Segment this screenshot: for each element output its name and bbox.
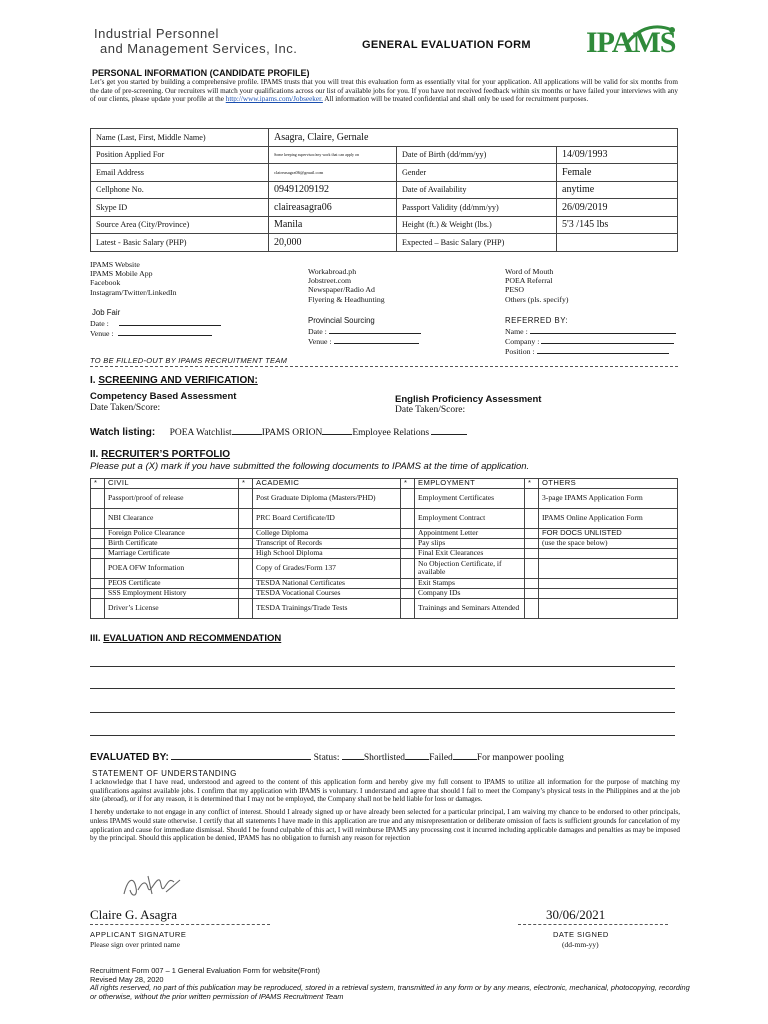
doc-peos: PEOS Certificate	[105, 578, 239, 588]
doc-3page-form: 3-page IPAMS Application Form	[539, 488, 678, 508]
evaluated-by-row	[90, 751, 564, 763]
evaluation-heading	[90, 633, 281, 644]
checkbox-cell[interactable]	[525, 528, 539, 538]
ipams-orion-label: IPAMS ORION	[261, 428, 323, 438]
provincial-date-input[interactable]	[329, 326, 421, 334]
doc-marriage-certificate: Marriage Certificate	[105, 548, 239, 558]
failed-label: Failed	[429, 753, 453, 763]
provincial-venue	[308, 336, 419, 346]
latest-salary-label: Latest - Basic Salary (PHP)	[91, 234, 269, 252]
job-fair-date	[90, 318, 221, 328]
pooling-input[interactable]	[453, 751, 477, 760]
evaluation-line[interactable]	[90, 735, 675, 736]
email-label: Email Address	[91, 164, 269, 182]
portfolio-heading	[90, 449, 230, 460]
doc-nbi: NBI Clearance	[105, 508, 239, 528]
evaluation-line[interactable]	[90, 666, 675, 667]
doc-online-form: IPAMS Online Application Form	[539, 508, 678, 528]
job-fair-date-input[interactable]	[119, 318, 221, 326]
passport-field[interactable]: 26/09/2019	[557, 199, 678, 217]
availability-label: Date of Availability	[397, 181, 557, 199]
checkbox-cell[interactable]	[91, 508, 105, 528]
personal-info-table	[90, 128, 678, 252]
doc-no-objection: No Objection Certificate, if available	[415, 558, 525, 578]
ipams-logo	[586, 26, 676, 60]
dob-label: Date of Birth (dd/mm/yy)	[397, 146, 557, 164]
source-option[interactable]: Others (pls. specify)	[505, 294, 569, 304]
checkbox-cell[interactable]	[239, 538, 253, 548]
footer-revised: Revised May 28, 2020	[90, 974, 164, 984]
checkbox-cell[interactable]	[525, 558, 539, 578]
height-weight-label: Height (ft.) & Weight (lbs.)	[397, 216, 557, 234]
checkbox-cell[interactable]	[525, 588, 539, 598]
availability-field[interactable]: anytime	[557, 181, 678, 199]
table-row	[91, 558, 678, 578]
checkbox-cell[interactable]	[239, 508, 253, 528]
height-weight-field[interactable]: 5'3 /145 lbs	[557, 216, 678, 234]
ipams-orion-input[interactable]	[322, 427, 352, 435]
evaluation-title: EVALUATION AND RECOMMENDATION	[103, 633, 282, 644]
checkbox-cell[interactable]	[239, 598, 253, 618]
date-signed: 30/06/2021	[546, 907, 606, 922]
civil-header: CIVIL	[105, 479, 239, 489]
checkbox-cell[interactable]	[401, 598, 415, 618]
referrer-company	[505, 336, 674, 346]
mark-header: *	[239, 479, 253, 489]
position-field[interactable]: Some keeping supervisor/any work that can apply on	[269, 146, 397, 164]
referred-by-label: REFERRED BY:	[505, 316, 569, 325]
checkbox-cell[interactable]	[91, 548, 105, 558]
doc-appointment-letter: Appointment Letter	[415, 528, 525, 538]
table-row	[91, 538, 678, 548]
mark-header: *	[401, 479, 415, 489]
gender-field[interactable]: Female	[557, 164, 678, 182]
doc-tesda-vocational: TESDA Vocational Courses	[253, 588, 401, 598]
evaluation-prefix: III.	[90, 633, 101, 644]
personal-info-heading: PERSONAL INFORMATION (CANDIDATE PROFILE)	[92, 68, 310, 78]
referrer-position-input[interactable]	[537, 346, 669, 354]
date-signed-label: DATE SIGNED	[553, 930, 609, 939]
doc-copy-of-grades: Copy of Grades/Form 137	[253, 558, 401, 578]
intro-text-end: All information will be treated confidential and shall only be used for recruitment purposes.	[324, 95, 589, 104]
doc-employment-certificates: Employment Certificates	[415, 488, 525, 508]
footer-copyright: All rights reserved, no part of this publication may be reproduced, stored in a retrieval system, transmitted in any form or by any means, electronic, mechanical, photocopying, recording or otherwise, without the prior written permission of IPAMS Recruitment Team	[90, 983, 690, 1001]
passport-label: Passport Validity (dd/mm/yy)	[397, 199, 557, 217]
screening-title: SCREENING AND VERIFICATION:	[98, 375, 258, 386]
referrer-company-input[interactable]	[541, 336, 674, 344]
position-label: Position Applied For	[91, 146, 269, 164]
source-area-label: Source Area (City/Province)	[91, 216, 269, 234]
checkbox-cell[interactable]	[525, 548, 539, 558]
intro-text: Let’s get you started by building a comprehensive profile. IPAMS trusts that you will treat this evaluation form as essentially vital for your application. All applications will be valid for six months from the date of pre-screening. Our recruiters will match your qualifications across our list of available jobs for you. If you have not received feedback within six months or have failed your interviews with any of our clients, please update your profile at the	[90, 78, 678, 104]
provincial-date	[308, 326, 421, 336]
date-format-hint: (dd-mm-yy)	[562, 940, 599, 949]
evaluation-line[interactable]	[90, 688, 675, 689]
skype-label: Skype ID	[91, 199, 269, 217]
form-title: GENERAL EVALUATION FORM	[362, 39, 531, 51]
checkbox-cell[interactable]	[401, 528, 415, 538]
checkbox-cell[interactable]	[401, 548, 415, 558]
divider	[90, 366, 678, 367]
doc-exit-stamps: Exit Stamps	[415, 578, 525, 588]
provincial-venue-input[interactable]	[334, 336, 419, 344]
signature-icon	[118, 868, 188, 902]
doc-trainings-seminars: Trainings and Seminars Attended	[415, 598, 525, 618]
table-row	[91, 588, 678, 598]
doc-tesda-trainings: TESDA Trainings/Trade Tests	[253, 598, 401, 618]
job-fair-venue	[90, 328, 212, 338]
poea-watchlist-input[interactable]	[232, 427, 262, 435]
doc-unlisted-slot[interactable]	[539, 588, 678, 598]
cellphone-field[interactable]: 09491209192	[269, 181, 397, 199]
statement-paragraph-1: I acknowledge that I have read, understood and agreed to the content of this application form and hereby give my full consent to IPAMS to utilize all information for the purpose of matching my qualifications against available jobs. I confirm that my application with IPAMS is voluntary. I understand and agree that should I fail to meet the Company’s physical tests in the Philippines and at the job site (abroad), or if for any reason, it is determined that I may not be employed, the Company shall not be held liable for loss or damages.	[90, 778, 680, 804]
english-date-score[interactable]: Date Taken/Score:	[395, 405, 466, 415]
checkbox-cell[interactable]	[91, 538, 105, 548]
poea-watchlist-label: POEA Watchlist	[169, 428, 232, 438]
watch-listing-label: Watch listing:	[90, 427, 156, 438]
checkbox-cell[interactable]	[239, 488, 253, 508]
expected-salary-label: Expected – Basic Salary (PHP)	[397, 234, 557, 252]
provincial-venue-label: Venue :	[308, 337, 332, 346]
screening-heading	[90, 375, 258, 386]
watch-listing-row	[90, 427, 467, 438]
company-line-1: Industrial Personnel	[94, 26, 219, 41]
docs-unlisted-label: FOR DOCS UNLISTED	[539, 528, 678, 538]
name-field[interactable]: Asagra, Claire, Gernale	[269, 129, 678, 147]
doc-prc: PRC Board Certificate/ID	[253, 508, 401, 528]
checkbox-cell[interactable]	[525, 598, 539, 618]
referrer-name	[505, 326, 676, 336]
pooling-label: For manpower pooling	[476, 753, 564, 763]
source-option[interactable]: PESO	[505, 285, 525, 295]
doc-high-school: High School Diploma	[253, 548, 401, 558]
doc-drivers-license: Driver’s License	[105, 598, 239, 618]
checkbox-cell[interactable]	[239, 558, 253, 578]
doc-employment-contract: Employment Contract	[415, 508, 525, 528]
evaluation-line[interactable]	[90, 712, 675, 713]
provincial-sourcing-label[interactable]: Provincial Sourcing	[308, 316, 375, 325]
logo-text: IPAMS	[586, 26, 676, 59]
checkbox-cell[interactable]	[525, 488, 539, 508]
date-line[interactable]	[518, 924, 668, 925]
job-fair-venue-input[interactable]	[118, 328, 212, 336]
source-option[interactable]: Jobstreet.com	[308, 276, 352, 286]
doc-unlisted-slot[interactable]	[539, 548, 678, 558]
shortlisted-label: Shortlisted	[363, 753, 406, 763]
employee-relations-label: Employee Relations	[352, 428, 430, 438]
source-option[interactable]: POEA Referral	[505, 276, 553, 286]
table-row	[91, 528, 678, 538]
dob-field[interactable]: 14/09/1993	[557, 146, 678, 164]
competency-date-score[interactable]: Date Taken/Score:	[90, 403, 161, 413]
applicant-name: Claire G. Asagra	[90, 907, 178, 922]
intro-paragraph	[90, 78, 678, 104]
latest-salary-field[interactable]: 20,000	[269, 234, 397, 252]
referrer-position-label: Position :	[505, 347, 535, 356]
checkbox-cell[interactable]	[239, 578, 253, 588]
source-area-field[interactable]: Manila	[269, 216, 397, 234]
doc-birth-certificate: Birth Certificate	[105, 538, 239, 548]
table-row	[91, 598, 678, 618]
source-option[interactable]: IPAMS Mobile App	[90, 269, 153, 279]
portfolio-prefix: II.	[90, 449, 99, 460]
doc-foreign-police: Foreign Police Clearance	[105, 528, 239, 538]
email-field[interactable]: claireasagra06@gmail.com	[269, 164, 397, 182]
source-option[interactable]: Word of Mouth	[505, 267, 554, 276]
documents-table	[90, 478, 678, 619]
statement-heading: STATEMENT OF UNDERSTANDING	[92, 769, 237, 778]
source-option[interactable]: IPAMS Website	[90, 260, 140, 269]
referrer-position	[505, 346, 669, 356]
statement-paragraph-2: I hereby undertake to not engage in any conflict of interest. Should I already signed up or have already been selected for a particular principal, I am waiving my chance to be endorsed to other principals, unless IPAMS would state otherwise. I certify that all statements I have made in this application are true and any misrepresentation or deliberate omission of facts is sufficient grounds for cancelation of my application and cause for immediate dismissal. Should I be found culpable of this act, I will reimburse IPAMS any processing cost it incurred including applicable damages and penalties as may be imposed by the principal. Should this application be denied, IPAMS has no obligation to furnish any reason for rejection	[90, 808, 680, 843]
shortlisted-input[interactable]	[342, 751, 364, 760]
source-list-2	[308, 267, 385, 304]
checkbox-cell[interactable]	[91, 598, 105, 618]
others-header: OTHERS	[539, 479, 678, 489]
checkbox-cell[interactable]	[525, 508, 539, 528]
doc-pay-slips: Pay slips	[415, 538, 525, 548]
screening-prefix: I.	[90, 375, 96, 386]
checkbox-cell[interactable]	[91, 528, 105, 538]
checkbox-cell[interactable]	[91, 578, 105, 588]
signature-line[interactable]	[90, 924, 270, 925]
source-option[interactable]: Flyering & Headhunting	[308, 294, 385, 304]
name-label: Name (Last, First, Middle Name)	[91, 129, 269, 147]
source-option[interactable]: Newspaper/Radio Ad	[308, 285, 375, 295]
evaluated-by-input[interactable]	[171, 751, 311, 760]
provincial-date-label: Date :	[308, 327, 327, 336]
doc-passport: Passport/proof of release	[105, 488, 239, 508]
doc-company-ids: Company IDs	[415, 588, 525, 598]
checkbox-cell[interactable]	[401, 558, 415, 578]
employment-header: EMPLOYMENT	[415, 479, 525, 489]
doc-college-diploma: College Diploma	[253, 528, 401, 538]
checkbox-cell[interactable]	[91, 588, 105, 598]
checkbox-cell[interactable]	[525, 538, 539, 548]
doc-poea-ofw: POEA OFW Information	[105, 558, 239, 578]
recruitment-team-note: TO BE FILLED-OUT BY IPAMS RECRUITMENT TEAM	[90, 356, 288, 365]
job-fair-date-label: Date :	[90, 319, 109, 328]
checkbox-cell[interactable]	[91, 488, 105, 508]
expected-salary-field[interactable]	[557, 234, 678, 252]
referrer-name-label: Name :	[505, 327, 528, 336]
table-row	[91, 508, 678, 528]
doc-post-graduate: Post Graduate Diploma (Masters/PHD)	[253, 488, 401, 508]
checkbox-cell[interactable]	[401, 488, 415, 508]
referrer-name-input[interactable]	[530, 326, 676, 334]
source-option[interactable]: Workabroad.ph	[308, 267, 357, 276]
applicant-signature-label: APPLICANT SIGNATURE	[90, 930, 187, 939]
skype-field[interactable]: claireasagra06	[269, 199, 397, 217]
doc-transcript: Transcript of Records	[253, 538, 401, 548]
table-row	[91, 548, 678, 558]
doc-unlisted-slot[interactable]	[539, 558, 678, 578]
cellphone-label: Cellphone No.	[91, 181, 269, 199]
jobseeker-link[interactable]: http://www.ipams.com/Jobseeker.	[225, 95, 323, 104]
checkbox-cell[interactable]	[239, 528, 253, 538]
checkbox-cell[interactable]	[239, 548, 253, 558]
table-row	[91, 488, 678, 508]
doc-unlisted-slot[interactable]	[539, 598, 678, 618]
failed-input[interactable]	[405, 751, 429, 760]
doc-exit-clearances: Final Exit Clearances	[415, 548, 525, 558]
source-option[interactable]: Instagram/Twitter/LinkedIn	[90, 287, 177, 297]
table-row	[91, 578, 678, 588]
checkbox-cell[interactable]	[401, 508, 415, 528]
source-list-3	[505, 267, 568, 304]
job-fair-label[interactable]: Job Fair	[92, 308, 121, 317]
competency-assessment: Competency Based Assessment	[90, 391, 237, 402]
source-list-1	[90, 260, 177, 297]
gender-label: Gender	[397, 164, 557, 182]
docs-unlisted-hint: (use the space below)	[539, 538, 678, 548]
academic-header: ACADEMIC	[253, 479, 401, 489]
portfolio-title: RECRUITER’S PORTFOLIO	[101, 449, 231, 460]
portfolio-instruction: Please put a (X) mark if you have submitted the following documents to IPAMS at the time of application.	[90, 461, 530, 472]
sign-hint: Please sign over printed name	[90, 940, 180, 949]
english-assessment: English Proficiency Assessment	[395, 394, 542, 405]
evaluated-by-label: EVALUATED BY:	[90, 752, 169, 763]
referrer-company-label: Company :	[505, 337, 540, 346]
checkbox-cell[interactable]	[525, 578, 539, 588]
doc-unlisted-slot[interactable]	[539, 578, 678, 588]
checkbox-cell[interactable]	[239, 588, 253, 598]
doc-sss: SSS Employment History	[105, 588, 239, 598]
company-line-2: and Management Services, Inc.	[100, 41, 298, 56]
checkbox-cell[interactable]	[91, 558, 105, 578]
checkbox-cell[interactable]	[401, 578, 415, 588]
checkbox-cell[interactable]	[401, 588, 415, 598]
source-option[interactable]: Facebook	[90, 278, 121, 288]
mark-header: *	[91, 479, 105, 489]
mark-header: *	[525, 479, 539, 489]
footer	[90, 967, 690, 1001]
status-label: Status:	[313, 753, 340, 763]
checkbox-cell[interactable]	[401, 538, 415, 548]
statement-of-understanding	[90, 778, 680, 847]
employee-relations-input[interactable]	[431, 427, 467, 435]
company-name	[94, 26, 354, 56]
job-fair-venue-label: Venue :	[90, 329, 114, 338]
applicant-signature-image	[118, 868, 188, 902]
doc-tesda-national: TESDA National Certificates	[253, 578, 401, 588]
footer-form-id: Recruitment Form 007 – 1 General Evaluation Form for website(Front)	[90, 966, 321, 975]
